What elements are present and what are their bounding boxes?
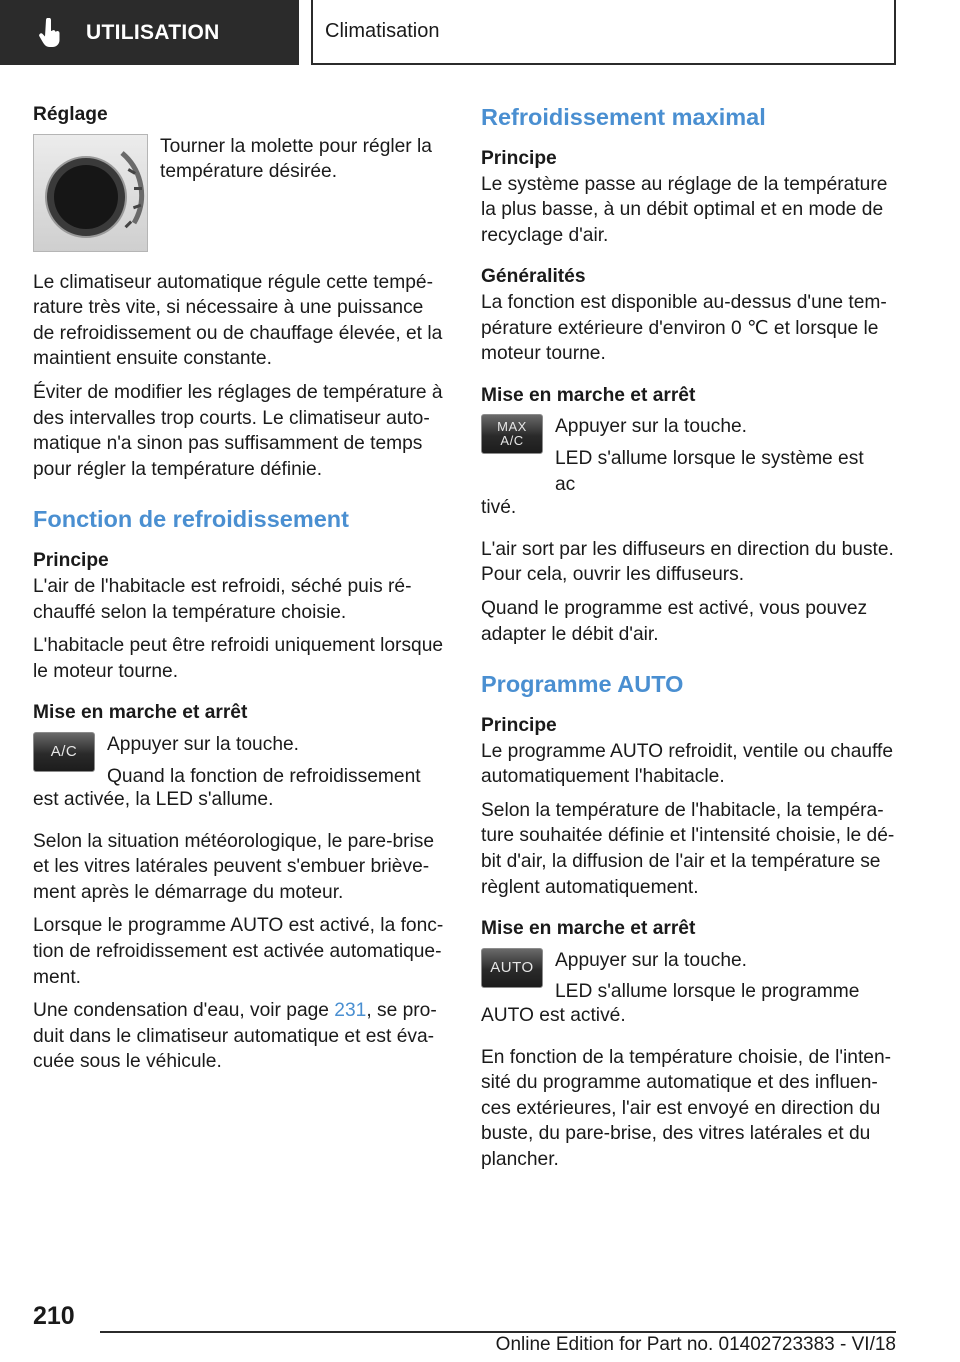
chapter-tab — [311, 0, 896, 65]
reglage-text: Tourner la molette pour régler la température désirée. — [160, 135, 432, 183]
paragraph: L'air de l'habitacle est refroidi, séché puis réchauffé selon la température choisie. — [33, 575, 412, 623]
paragraph: Quand le programme est activé, vous pouvez adapter le débit d'air. — [481, 597, 868, 645]
chapter-label: Climatisation — [325, 20, 440, 42]
paragraph: Éviter de modifier les réglages de température à des intervalles trop courts. Le climatiseur automatique n'a sinon pas suffisamment de temps pour régler la température définie. — [33, 381, 443, 480]
paragraph: tivé. — [481, 497, 517, 519]
onoff-heading: Mise en marche et arrêt — [481, 918, 696, 940]
generalites-heading: Généralités — [481, 266, 586, 288]
reglage-heading: Réglage — [33, 104, 108, 125]
page-link[interactable]: 231 — [334, 1000, 367, 1022]
reglage-figure-block — [33, 134, 447, 252]
paragraph: L'habitacle peut être refroidi uniquement lorsque le moteur tourne. — [33, 635, 444, 682]
max-ac-button-line1: MAX — [497, 419, 527, 435]
paragraph: Lorsque le programme AUTO est activé, la fonction de refroidissement est activée automatiquement. — [33, 915, 444, 988]
cooling-section-title: Fonction de refroidissement — [33, 506, 349, 533]
ac-button-image: A/C — [33, 732, 95, 772]
principe-heading: Principe — [481, 148, 557, 169]
paragraph: Selon la température de l'habitacle, la température souhaitée définie et l'intensité choisie, le débit d'air, la diffusion de l'air et la température se règlent automatiquement. — [481, 799, 895, 898]
auto-program-title: Programme AUTO — [481, 671, 684, 698]
left-column — [33, 102, 447, 1083]
text: Une condensation d'eau, voir page — [33, 1000, 335, 1022]
section-tab — [0, 0, 299, 65]
paragraph: Le système passe au réglage de la température la plus basse, à un débit optimal et en mode de recyclage d'air. — [481, 173, 888, 246]
paragraph: Le climatiseur automatique régule cette température très vite, si nécessaire à une puissance de refroidissement ou de chauffage élevée, et la maintient ensuite constante. — [33, 271, 443, 370]
paragraph: AUTO est activé. — [481, 1005, 626, 1027]
principe-heading: Principe — [33, 550, 109, 572]
paragraph: Quand la fonction de refroidissement — [107, 765, 421, 787]
page-number: 210 — [33, 1302, 75, 1330]
text: , se produit dans le climatiseur automatique et est évacuée sous le véhicule. — [33, 1000, 437, 1073]
paragraph: Appuyer sur la touche. — [555, 416, 747, 438]
paragraph: En fonction de la température choisie, de l'intensité du programme automatique et des influences extérieures, l'air est envoyé en direction du buste, du pare-brise, des vitres latérales et du plancher. — [481, 1046, 892, 1170]
temperature-knob-image — [33, 134, 148, 252]
footer-divider — [100, 1331, 896, 1333]
max-ac-button-line2: A/C — [500, 433, 524, 449]
paragraph: Appuyer sur la touche. — [555, 949, 747, 971]
section-label: UTILISATION — [86, 20, 220, 44]
paragraph — [33, 998, 447, 1075]
auto-figure-block — [481, 948, 895, 1005]
onoff-heading: Mise en marche et arrêt — [481, 384, 696, 406]
paragraph: est activée, la LED s'allume. — [33, 789, 274, 811]
max-cooling-title: Refroidissement maximal — [481, 104, 766, 130]
edition-text: Online Edition for Part no. 01402723383 - VI/18 — [495, 1334, 896, 1355]
max-ac-figure-block — [481, 414, 895, 497]
paragraph: Le programme AUTO refroidit, ventile ou chauffe automatiquement l'habitacle. — [481, 740, 894, 788]
onoff-heading: Mise en marche et arrêt — [33, 702, 248, 724]
principe-heading: Principe — [481, 715, 557, 737]
right-column — [481, 102, 895, 1181]
paragraph: L'air sort par les diffuseurs en direction du buste. Pour cela, ouvrir les diffuseurs. — [481, 538, 894, 586]
hand-pointer-icon — [38, 18, 66, 48]
paragraph: LED s'allume lorsque le système est ac — [555, 447, 864, 495]
ac-figure-block — [33, 732, 447, 789]
max-ac-button-image — [481, 414, 543, 454]
paragraph: LED s'allume lorsque le programme — [555, 981, 860, 1003]
paragraph: Selon la situation météorologique, le pare-brise et les vitres latérales peuvent s'embuer brièvement après le démarrage du moteur. — [33, 830, 435, 903]
paragraph: La fonction est disponible au-dessus d'une température extérieure d'environ 0 ℃ et lorsque le moteur tourne. — [481, 291, 887, 365]
paragraph: Appuyer sur la touche. — [107, 733, 299, 755]
auto-button-image: AUTO — [481, 948, 543, 988]
